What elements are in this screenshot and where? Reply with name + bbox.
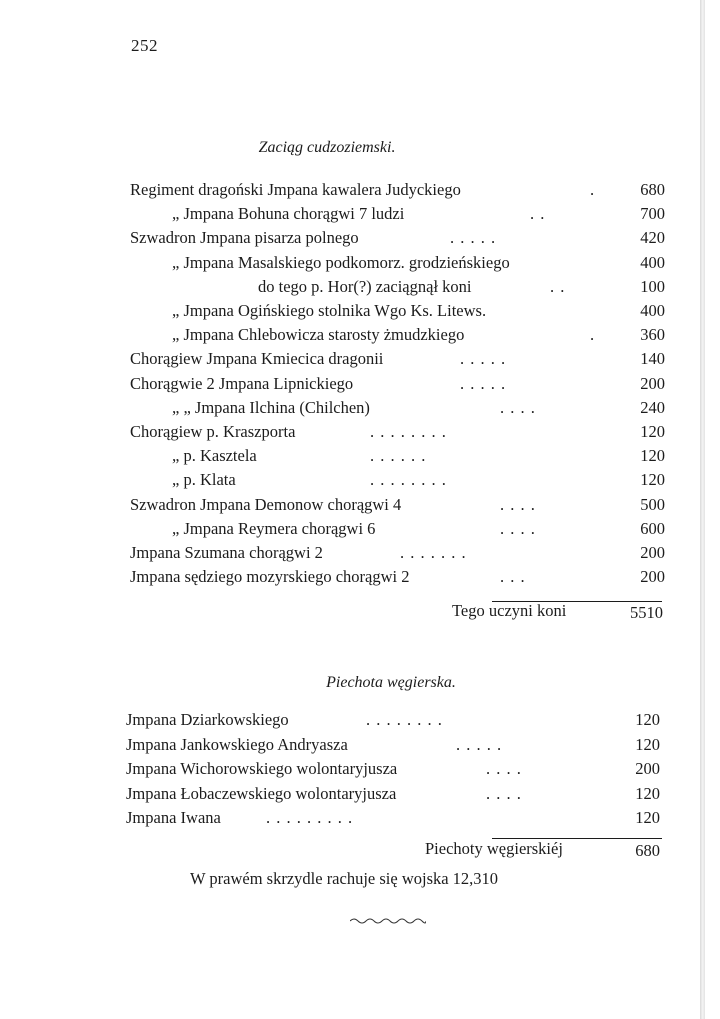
row-value: 140 [640, 349, 665, 369]
row-name: Jmpana Szumana chorągwi 2 [130, 543, 323, 562]
row-name: Jmpana sędziego mozyrskiego chorągwi 2 [130, 567, 410, 587]
row-value: 120 [640, 422, 665, 441]
row-name: Jmpana Iwana [126, 808, 221, 827]
row-leader-dots: . . . . [486, 783, 522, 803]
row-name: „ p. Kasztela [172, 446, 257, 466]
row-value: 120 [635, 808, 660, 827]
section2-total-value: 680 [635, 841, 660, 860]
row-name: Jmpana Łobaczewskiego wolontaryjusza [126, 783, 397, 803]
row-leader-dots: . . . . . . . . [370, 422, 447, 441]
row-leader-dots: . . . . . . . [400, 543, 467, 562]
row-leader-dots: . . . . . [456, 734, 503, 754]
table-row [130, 301, 665, 325]
row-leader-dots: . [590, 180, 596, 199]
section1-total-label: Tego uczyni koni [452, 601, 567, 620]
section-title-hungarian-infantry: Piechota węgierska. [326, 674, 456, 691]
row-leader-dots: . . . . . [460, 373, 507, 393]
row-name: „ p. Klata [172, 470, 236, 490]
row-leader-dots: . . . [500, 567, 526, 587]
table-row [126, 735, 660, 759]
row-value: 100 [640, 276, 665, 296]
row-value: 420 [640, 228, 665, 248]
row-leader-dots: . . . . . . [370, 446, 427, 466]
table-row [126, 784, 660, 808]
row-name: „ Jmpana Masalskiego podkomorz. grodzieńskiego [172, 252, 510, 272]
row-name: „ Jmpana Reymera chorągwi 6 [172, 518, 376, 538]
row-leader-dots: . . [550, 276, 566, 296]
section2-total-label: Piechoty węgierskiéj [425, 839, 563, 858]
row-name: „ Jmpana Ogińskiego stolnika Wgo Ks. Litews. [172, 301, 487, 320]
row-leader-dots: . . . . [500, 518, 536, 538]
row-name: Chorągiew Jmpana Kmiecica dragonii [130, 349, 384, 369]
row-value: 700 [640, 204, 665, 224]
page-spine-shadow [700, 0, 705, 1019]
section-title-foreign-recruits: Zaciąg cudzoziemski. [258, 139, 396, 156]
table-row [130, 398, 665, 422]
row-name: Szwadron Jmpana Demonow chorągwi 4 [130, 494, 402, 514]
tail-ornament [350, 916, 426, 926]
row-leader-dots: . . . . . [450, 228, 497, 248]
row-value: 200 [640, 567, 665, 587]
row-value: 500 [640, 494, 665, 514]
row-leader-dots: . . . . . . . . . [266, 808, 354, 827]
row-name: do tego p. Hor(?) zaciągnął koni [258, 276, 472, 296]
table-row [130, 374, 665, 398]
section1-total-value: 5510 [630, 603, 663, 622]
row-leader-dots: . . . . . [460, 349, 507, 369]
table-row [130, 349, 665, 373]
row-name: Jmpana Dziarkowskiego [126, 710, 289, 729]
row-value: 200 [640, 543, 665, 562]
row-name: Chorągwie 2 Jmpana Lipnickiego [130, 373, 354, 393]
table-row [130, 470, 665, 494]
row-leader-dots: . . . . [500, 397, 536, 417]
table-row [130, 422, 665, 446]
row-value: 120 [635, 710, 660, 729]
row-name: Jmpana Jankowskiego Andryasza [126, 734, 348, 754]
row-name: „ „ Jmpana Ilchina (Chilchen) [172, 397, 370, 417]
table-row [130, 567, 665, 591]
row-name: Jmpana Wichorowskiego wolontaryjusza [126, 759, 398, 778]
row-leader-dots: . . [530, 204, 546, 224]
row-value: 400 [640, 252, 665, 272]
row-leader-dots: . . . . [486, 759, 522, 778]
row-name: Regiment dragoński Jmpana kawalera Judyckiego [130, 180, 461, 199]
row-name: „ Jmpana Chlebowicza starosty żmudzkiego [172, 325, 465, 345]
table-row [130, 446, 665, 470]
row-value: 600 [640, 518, 665, 538]
table-row [130, 204, 665, 228]
right-wing-summary: W prawém skrzydle rachuje się wojska 12,310 [190, 869, 499, 888]
row-value: 400 [640, 301, 665, 320]
row-leader-dots: . . . . [500, 494, 536, 514]
row-leader-dots: . . . . . . . . [370, 470, 447, 490]
page-number: 252 [131, 36, 158, 55]
table-row [126, 759, 660, 783]
table-row [130, 253, 665, 277]
row-value: 120 [635, 783, 660, 803]
row-value: 200 [635, 759, 660, 778]
table-row [130, 180, 665, 204]
row-name: Chorągiew p. Kraszporta [130, 422, 296, 441]
row-value: 240 [640, 397, 665, 417]
table-row [126, 808, 660, 832]
table-row [130, 495, 665, 519]
row-value: 120 [635, 734, 660, 754]
row-value: 360 [640, 325, 665, 345]
row-name: Szwadron Jmpana pisarza polnego [130, 228, 359, 248]
table-row [126, 710, 660, 734]
row-value: 680 [640, 180, 665, 199]
table-row [130, 519, 665, 543]
table-row [130, 543, 665, 567]
row-value: 200 [640, 373, 665, 393]
row-value: 120 [640, 470, 665, 490]
row-value: 120 [640, 446, 665, 466]
table-row [130, 228, 665, 252]
table-row [130, 325, 665, 349]
table-row [130, 277, 665, 301]
row-leader-dots: . . . . . . . . [366, 710, 443, 729]
row-name: „ Jmpana Bohuna chorągwi 7 ludzi [172, 204, 405, 224]
row-leader-dots: . [590, 325, 596, 345]
